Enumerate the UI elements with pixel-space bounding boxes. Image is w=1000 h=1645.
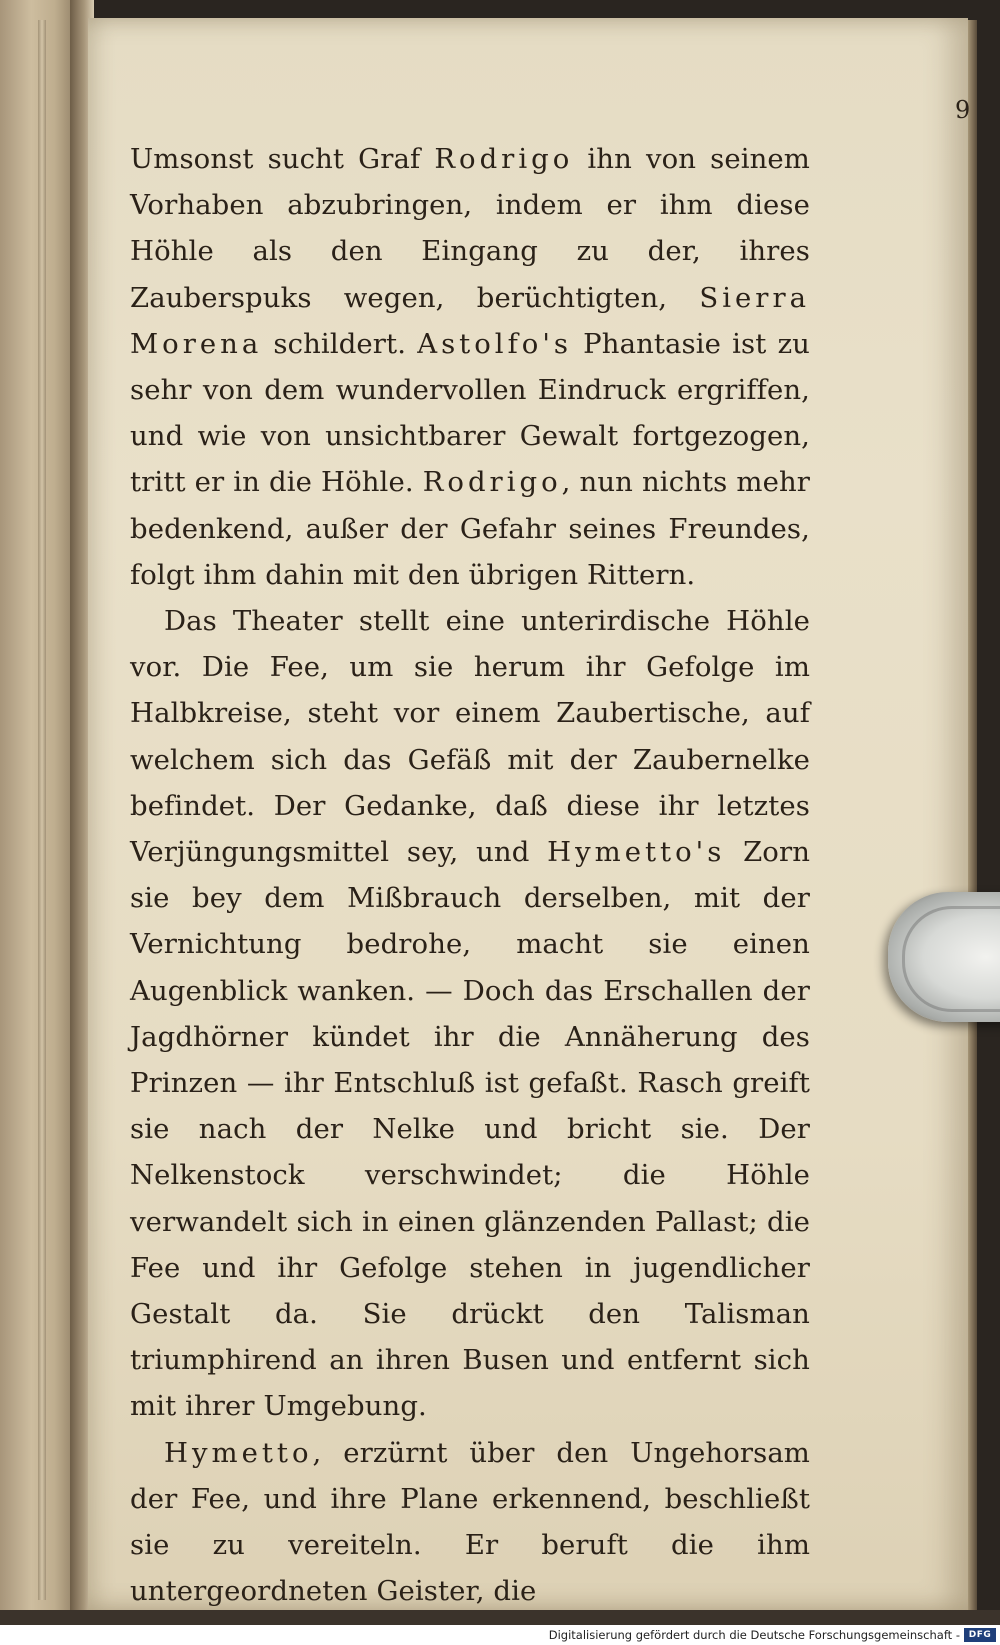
spaced-name-text: Astolfo's <box>417 327 572 360</box>
page-number: 9 <box>955 96 971 124</box>
text-segment: Phantasie ist zu sehr von dem wundervollen Eindruck ergriffen, und wie von unsichtbarer Gewalt fortgezogen, tritt er in die Höhle. <box>130 327 810 499</box>
left-page-fold <box>38 20 46 1600</box>
page-clip-rim <box>902 906 1000 1012</box>
scan-bottom-border <box>0 1610 1000 1625</box>
spaced-name-text: Sierra Morena <box>130 281 810 360</box>
paragraph <box>130 1430 810 1615</box>
spaced-name-text: Hymetto <box>164 1436 313 1469</box>
digitization-footer <box>0 1625 1000 1645</box>
spaced-name-text: Rodrigo <box>434 143 574 175</box>
dfg-logo: DFG <box>964 1628 996 1642</box>
text-segment: ihn von seinem Vorhaben abzubringen, indem er ihm diese Höhle als den Eingang zu der, ihres Zauberspuks wegen, berüchtigten, <box>130 143 810 314</box>
spaced-name-text: Rodrigo <box>422 466 562 499</box>
paragraph <box>130 136 810 598</box>
paragraph <box>130 598 810 1430</box>
spaced-name-text: Hymetto's <box>547 836 726 869</box>
text-segment: Umsonst sucht Graf <box>130 143 435 175</box>
text-segment: schildert. <box>262 327 418 360</box>
text-segment: Das Theater stellt eine unterirdische Höhle vor. Die Fee, um sie herum ihr Gefolge im Halbkreise, steht vor einem Zaubertische, auf welchem sich das Gefäß mit der Zaubernelke befindet. Der Gedanke, daß diese ihr letztes Verjüngungsmittel sey, und <box>130 605 810 869</box>
text-segment: , erzürnt über den Ungehorsam der Fee, und ihre Plane erkennend, beschließt sie zu vereiteln. Er beruft die ihm untergeordneten Geister, die <box>130 1436 810 1608</box>
text-segment: , nun nichts mehr bedenkend, außer der Gefahr seines Freundes, folgt ihm dahin mit den übrigen Rittern. <box>130 466 810 591</box>
page-clip <box>888 892 1000 1022</box>
footer-credit-text: Digitalisierung gefördert durch die Deutsche Forschungsgemeinschaft - <box>548 1628 960 1642</box>
page-body-text <box>130 136 810 1615</box>
text-segment: Zorn sie bey dem Mißbrauch derselben, mit der Vernichtung bedrohe, macht sie einen Augenblick wanken. — Doch das Erschallen der Jagdhörner kündet ihr die Annäherung des Prinzen — ihr Entschluß ist gefaßt. Rasch greift sie nach der Nelke und bricht sie. Der Nelkenstock verschwindet; die Höhle verwandelt sich in einen glänzenden Pallast; die Fee und ihr Gefolge stehen in jugendlicher Gestalt da. Sie drückt den Talisman triumphirend an ihren Busen und entfernt sich mit ihrer Umgebung. <box>130 836 811 1423</box>
